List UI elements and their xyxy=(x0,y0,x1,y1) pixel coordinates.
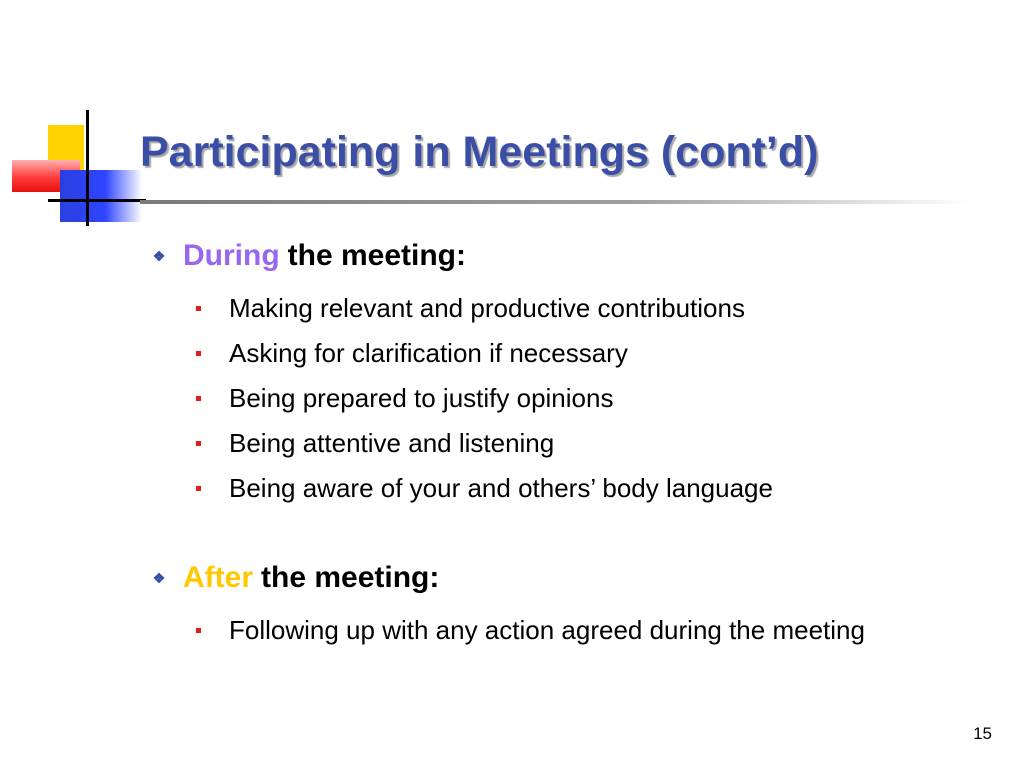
logo-vertical-line xyxy=(86,110,89,226)
list-item-text: Making relevant and productive contributions xyxy=(229,293,745,323)
logo-blue-block xyxy=(60,170,142,222)
square-bullet-icon xyxy=(196,473,204,503)
section-during xyxy=(145,234,985,503)
four-diamond-bullet-icon: ❖ xyxy=(152,247,166,264)
four-diamond-bullet-icon: ❖ xyxy=(152,569,166,586)
list-item xyxy=(145,615,985,645)
list-item xyxy=(145,293,985,323)
decorative-logo-icon xyxy=(0,0,160,240)
list-item xyxy=(145,338,985,368)
square-bullet-icon xyxy=(196,615,204,645)
slide-title: Participating in Meetings (cont’d) xyxy=(140,128,819,176)
square-bullet-icon xyxy=(196,338,204,368)
list-item-text: Being attentive and listening xyxy=(229,428,555,458)
section-heading-rest: the meeting: xyxy=(287,239,467,272)
section-keyword-during: During xyxy=(183,239,280,272)
list-item-text: Being prepared to justify opinions xyxy=(229,383,614,413)
section-heading xyxy=(145,234,985,278)
list-item-text: Being aware of your and others’ body language xyxy=(229,473,773,503)
list-item xyxy=(145,428,985,458)
square-bullet-icon xyxy=(196,293,204,323)
title-underline xyxy=(140,200,970,204)
list-item xyxy=(145,383,985,413)
section-heading xyxy=(145,556,985,600)
list-item-text: Following up with any action agreed during the meeting xyxy=(229,615,865,645)
section-heading-rest: the meeting: xyxy=(261,561,440,594)
logo-horizontal-line xyxy=(48,199,146,202)
list-item xyxy=(145,473,985,503)
section-after xyxy=(145,556,985,645)
bullet-list xyxy=(145,293,985,503)
square-bullet-icon xyxy=(196,428,204,458)
page-number: 15 xyxy=(973,724,992,743)
bullet-list xyxy=(145,615,985,645)
list-item-text: Asking for clarification if necessary xyxy=(229,338,628,368)
square-bullet-icon xyxy=(196,383,204,413)
section-keyword-after: After xyxy=(183,561,254,594)
